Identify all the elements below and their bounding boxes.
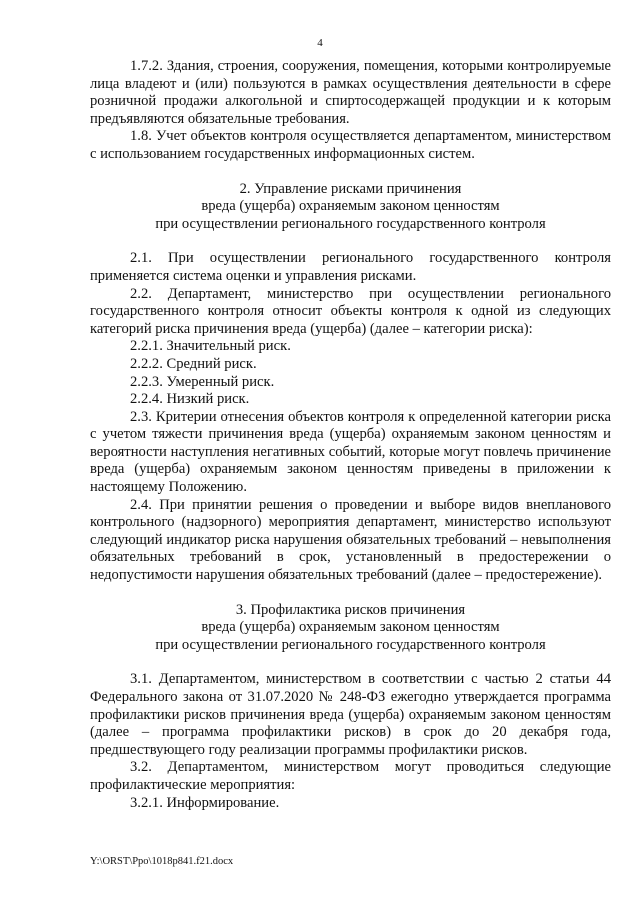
paragraph-1-7-2: 1.7.2. Здания, строения, сооружения, помещения, которыми контролируемые лица владеют и (или) пользуются в рамках осуществления деятельности в сфере розничной продажи алкогольной и спиртосодержащей продукции и к которым предъявляются обязательные требования.	[90, 58, 611, 127]
section-heading-line: вреда (ущерба) охраняемым законом ценностям	[201, 198, 500, 215]
paragraph-3-1: 3.1. Департаментом, министерством в соответствии с частью 2 статьи 44 Федерального закона от 31.07.2020 № 248-ФЗ ежегодно утверждается программа профилактики рисков причинения вреда (ущерба) охраняемым законом ценностям (далее – программа профилактики рисков) в срок до 20 декабря года, предшествующего году реализации программы профилактики рисков.	[90, 671, 611, 758]
page-number: 4	[317, 37, 323, 49]
paragraph-2-2-3: 2.2.3. Умеренный риск.	[130, 373, 275, 390]
paragraph-2-1: 2.1. При осуществлении регионального государственного контроля применяется система оценки и управления рисками.	[90, 250, 611, 284]
paragraph-2-2-2: 2.2.2. Средний риск.	[130, 355, 257, 372]
section-2-heading	[90, 181, 611, 234]
document-body	[90, 58, 611, 812]
paragraph-2-2-4: 2.2.4. Низкий риск.	[130, 391, 250, 408]
section-heading-line: при осуществлении регионального государственного контроля	[155, 215, 546, 232]
section-heading-line: 2. Управление рисками причинения	[239, 180, 462, 197]
paragraph-2-2: 2.2. Департамент, министерство при осуществлении регионального государственного контроля относит объекты контроля к одной из следующих категорий риска причинения вреда (ущерба) (далее – категории риска):	[90, 285, 611, 337]
paragraph-3-2: 3.2. Департаментом, министерством могут проводиться следующие профилактические мероприятия:	[90, 759, 611, 793]
paragraph-2-3: 2.3. Критерии отнесения объектов контроля к определенной категории риска с учетом тяжести причинения вреда (ущерба) охраняемым законом ценностям и вероятности наступления негативных событий, которые могут повлечь причинение вреда (ущерба) охраняемым законом ценностям приведены в приложении к настоящему Положению.	[90, 408, 611, 496]
paragraph-1-8: 1.8. Учет объектов контроля осуществляется департаментом, министерством с использованием государственных информационных систем.	[90, 128, 611, 162]
section-heading-line: 3. Профилактика рисков причинения	[235, 601, 466, 618]
section-heading-line: при осуществлении регионального государственного контроля	[155, 636, 546, 653]
section-heading-line: вреда (ущерба) охраняемым законом ценностям	[201, 619, 500, 636]
paragraph-2-2-1: 2.2.1. Значительный риск.	[130, 338, 291, 355]
paragraph-2-4: 2.4. При принятии решения о проведении и выборе видов внепланового контрольного (надзорного) мероприятия департамент, министерство используют следующий индикатор риска нарушения обязательных требований – невыполнения обязательных требований в срок, установленный в предостережении о недопустимости нарушения обязательных требований (далее – предостережение).	[90, 496, 611, 584]
file-path-footer: Y:\ORST\Ppo\1018p841.f21.docx	[90, 856, 234, 867]
paragraph-3-2-1: 3.2.1. Информирование.	[130, 794, 280, 811]
section-3-heading	[90, 602, 611, 655]
